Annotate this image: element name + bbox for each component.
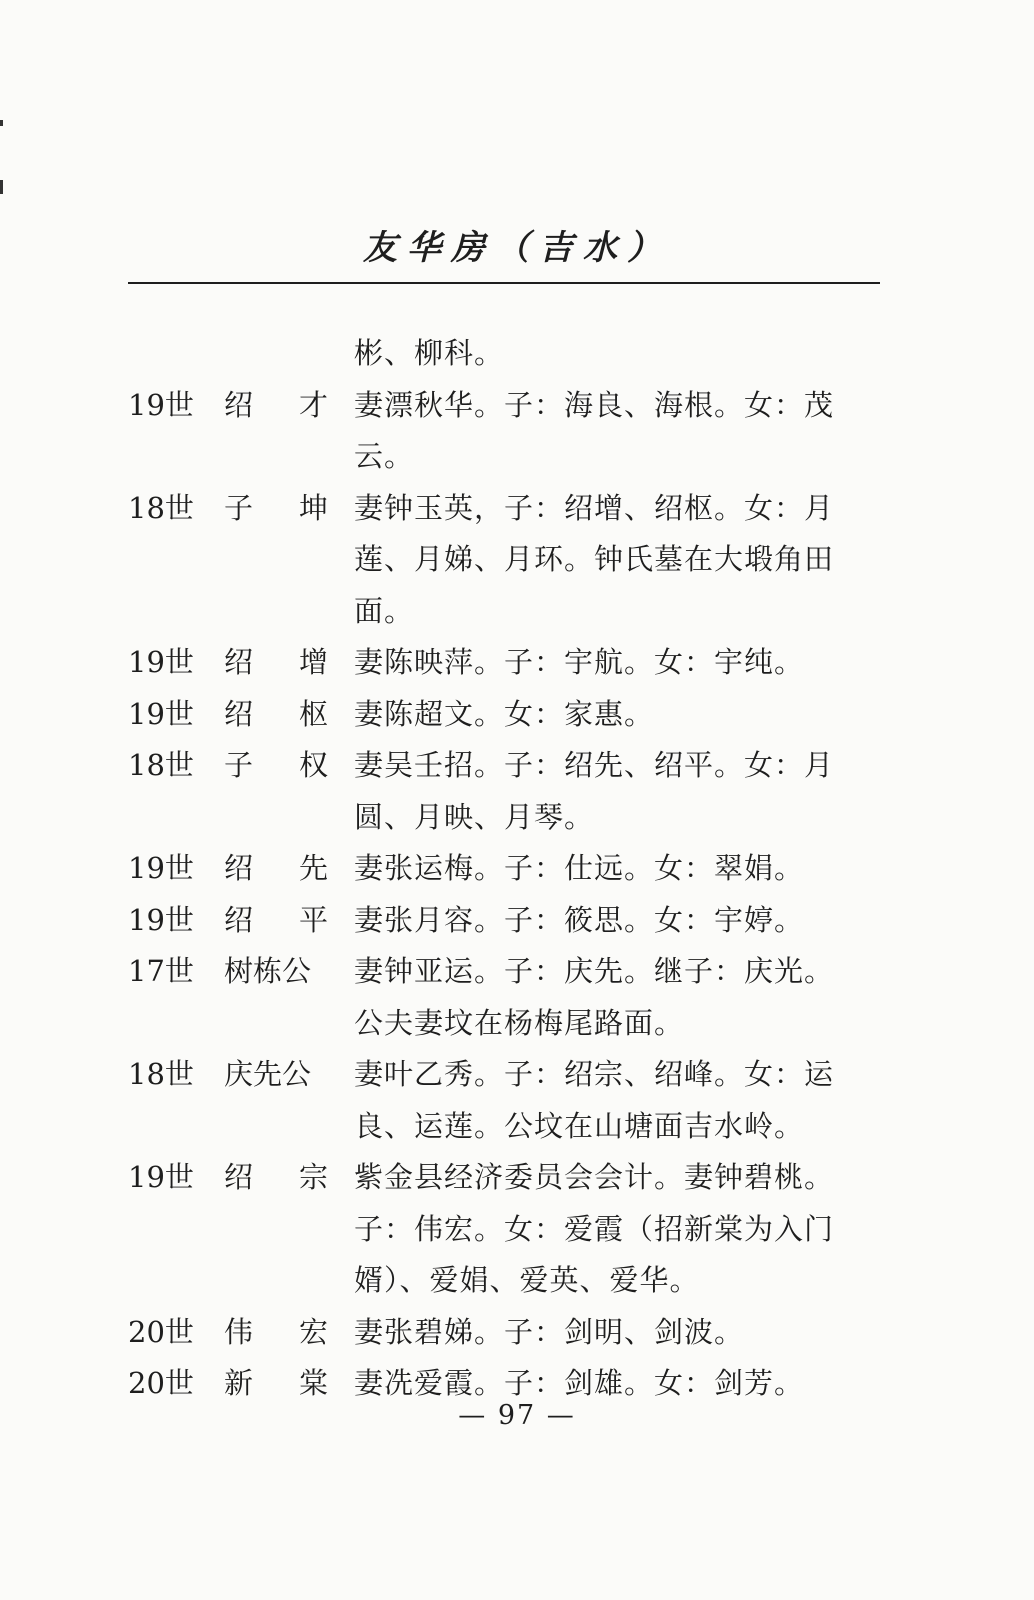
generation-label: 17世 — [128, 954, 194, 988]
genealogy-entry — [128, 843, 888, 895]
generation-label: 19世 — [128, 696, 194, 731]
person-name — [224, 637, 354, 689]
person-name-part: 才 — [298, 387, 328, 422]
person-name-part: 棠 — [298, 1366, 328, 1400]
entry-text-line: 莲、月娣、月环。钟氏墓在大塅角田 — [354, 542, 835, 576]
entry-text-line: 良、运莲。公坟在山塘面吉水岭。 — [354, 1108, 805, 1143]
scan-edge-mark — [0, 180, 3, 194]
genealogy-entry — [128, 1049, 888, 1101]
entry-continuation — [128, 586, 888, 638]
page-number: — 97 — — [458, 1400, 576, 1431]
entry-text-line: 公夫妻坟在杨梅尾路面。 — [354, 1005, 685, 1040]
person-name — [224, 380, 354, 432]
generation-label: 20世 — [128, 1366, 194, 1400]
person-name-part: 宏 — [298, 1314, 328, 1349]
person-name-part: 先 — [298, 851, 328, 885]
entry-text-line: 妻张碧娣。子：剑明、剑波。 — [354, 1314, 745, 1349]
person-name-part: 庆先公 — [224, 1057, 312, 1091]
entry-text-line: 妻吴壬招。子：绍先、绍平。女：月 — [354, 748, 835, 782]
generation-label: 18世 — [128, 748, 194, 782]
genealogy-entry — [128, 1152, 888, 1204]
person-name-part: 伟 — [224, 1314, 254, 1349]
entry-text-line: 妻张月容。子：筱思。女：宇婷。 — [354, 902, 805, 937]
continuation-line — [128, 328, 888, 380]
genealogy-entry — [128, 946, 888, 998]
entry-continuation — [128, 998, 888, 1050]
person-name-part: 绍 — [224, 387, 254, 422]
person-name-part: 子 — [224, 748, 254, 782]
person-name — [224, 843, 354, 895]
entry-text-line: 妻陈超文。女：家惠。 — [354, 696, 655, 731]
generation-label: 19世 — [128, 902, 194, 937]
person-name-part: 宗 — [298, 1160, 328, 1194]
generation-label: 18世 — [128, 490, 194, 525]
entry-text-line: 妻漂秋华。子：海良、海根。女：茂 — [354, 387, 835, 422]
entry-text-line: 云。 — [354, 439, 415, 473]
genealogy-entry — [128, 689, 888, 741]
generation-label: 19世 — [128, 645, 194, 679]
entry-continuation — [128, 1255, 888, 1307]
person-name-part: 权 — [298, 748, 328, 782]
entry-text-line: 妻叶乙秀。子：绍宗、绍峰。女：运 — [354, 1057, 835, 1091]
entry-continuation — [128, 431, 888, 483]
person-name-part: 子 — [224, 490, 254, 525]
person-name-part: 绍 — [224, 696, 254, 731]
person-name-part: 绍 — [224, 645, 254, 679]
person-name — [224, 483, 354, 535]
person-name — [224, 740, 354, 792]
person-name-part: 新 — [224, 1366, 254, 1400]
entry-continuation — [128, 1204, 888, 1256]
person-name — [224, 689, 354, 741]
person-name-part: 绍 — [224, 902, 254, 937]
person-name-part: 树栋公 — [224, 954, 312, 988]
generation-label: 20世 — [128, 1314, 194, 1349]
entry-text-line: 面。 — [354, 593, 415, 628]
person-name — [224, 1152, 354, 1204]
genealogy-entry — [128, 483, 888, 535]
entry-continuation — [128, 792, 888, 844]
entry-text-line: 妻陈映萍。子：宇航。女：宇纯。 — [354, 645, 805, 679]
person-name — [224, 946, 354, 998]
entry-text-line: 妻冼爱霞。子：剑雄。女：剑芳。 — [354, 1366, 805, 1400]
running-header-title: 友华房（吉水） — [363, 228, 671, 268]
generation-label: 19世 — [128, 387, 194, 422]
genealogy-entries — [128, 328, 888, 1410]
entry-text-line: 妻张运梅。子：仕远。女：翠娟。 — [354, 851, 805, 885]
person-name-part: 绍 — [224, 851, 254, 885]
person-name-part: 坤 — [298, 490, 328, 525]
scan-edge-mark — [0, 120, 3, 126]
header-rule — [128, 282, 880, 284]
person-name-part: 平 — [298, 902, 328, 937]
generation-label: 18世 — [128, 1057, 194, 1091]
genealogy-entry — [128, 1307, 888, 1359]
person-name-part: 绍 — [224, 1160, 254, 1194]
genealogy-entry — [128, 740, 888, 792]
entry-text-line: 紫金县经济委员会会计。妻钟碧桃。 — [354, 1160, 835, 1194]
generation-label: 19世 — [128, 851, 194, 885]
genealogy-entry — [128, 637, 888, 689]
person-name — [224, 1307, 354, 1359]
person-name-part: 增 — [298, 645, 328, 679]
entry-text-line: 婿）、爱娟、爱英、爱华。 — [354, 1263, 700, 1297]
person-name-part: 枢 — [298, 696, 328, 731]
entry-text-line: 彬、柳科。 — [354, 336, 505, 370]
entry-continuation — [128, 1101, 888, 1153]
entry-text-line: 圆、月映、月琴。 — [354, 799, 595, 834]
generation-label: 19世 — [128, 1160, 194, 1194]
entry-text-line: 子：伟宏。女：爱霞（招新棠为入门 — [354, 1211, 835, 1246]
genealogy-entry — [128, 895, 888, 947]
entry-continuation — [128, 534, 888, 586]
entry-text-line: 妻钟玉英，子：绍增、绍枢。女：月 — [354, 490, 835, 525]
genealogy-entry — [128, 380, 888, 432]
person-name — [224, 1049, 354, 1101]
entry-text-line: 妻钟亚运。子：庆先。继子：庆光。 — [354, 954, 835, 988]
person-name — [224, 895, 354, 947]
